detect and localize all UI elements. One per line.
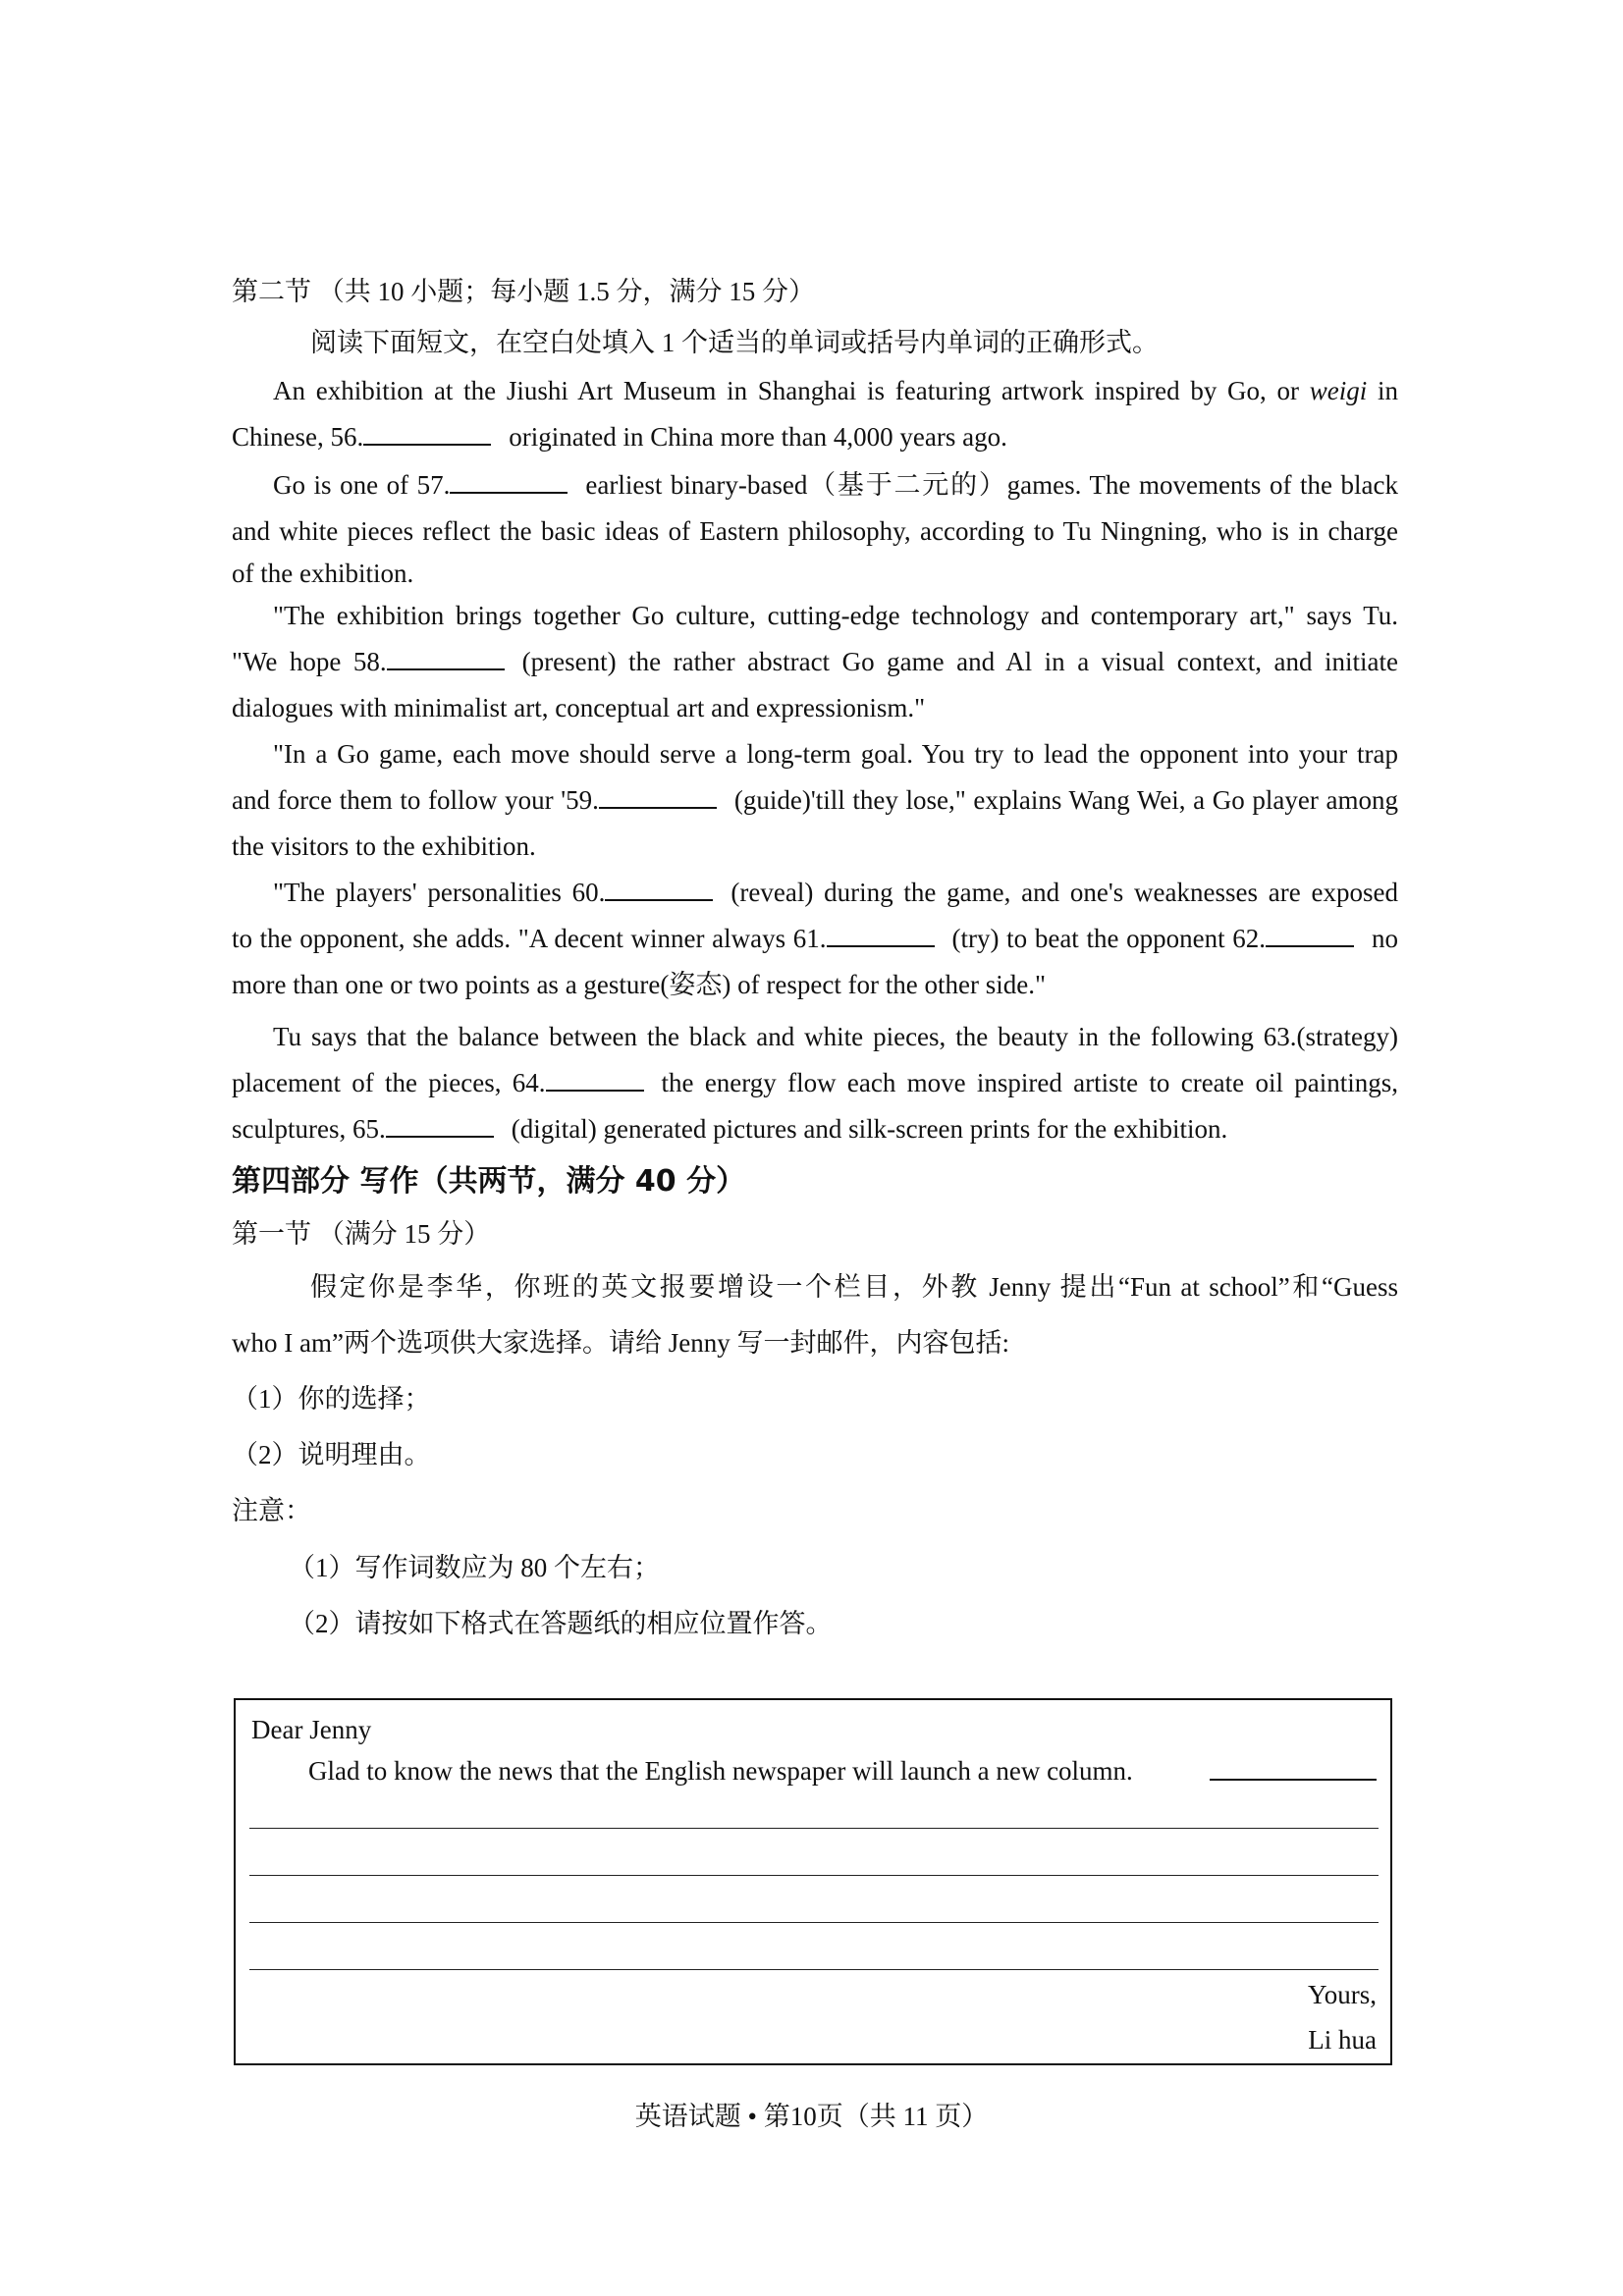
passage-line: more than one or two points as a gesture(姿态) of respect for the other side." xyxy=(232,970,1047,999)
passage-line: sculptures, 65. (digital) generated pictures and silk-screen prints for the exhibition. xyxy=(232,1114,1228,1144)
writing-line[interactable] xyxy=(1210,1779,1377,1781)
passage-line: "We hope 58. (present) the rather abstract Go game and Al in a visual context, and initiate xyxy=(232,647,1398,676)
blank-57[interactable] xyxy=(450,468,568,494)
exam-page xyxy=(232,267,1398,1651)
blank-60[interactable] xyxy=(605,876,713,901)
passage-line: and white pieces reflect the basic ideas of Eastern philosophy, according to Tu Ningning, who is in charge xyxy=(232,516,1398,546)
writing-prompt: who I am”两个选项供大家选择。请给 Jenny 写一封邮件，内容包括: xyxy=(232,1328,1009,1358)
part4-section1-title: 第一节 （满分 15 分） xyxy=(232,1219,491,1249)
passage-line: "The players' personalities 60. (reveal) during the game, and one's weaknesses are exposed xyxy=(273,878,1398,907)
passage-line: Tu says that the balance between the black and white pieces, the beauty in the following 63.(strategy) xyxy=(273,1022,1398,1051)
passage-line: of the exhibition. xyxy=(232,559,414,588)
page-footer: 英语试题 • 第10页（共 11 页） xyxy=(634,2102,989,2131)
passage-line: Go is one of 57. earliest binary-based（基于二元的）games. The movements of the black xyxy=(273,470,1399,500)
blank-59[interactable] xyxy=(599,783,717,809)
blank-62[interactable] xyxy=(1266,922,1354,947)
letter-opening: Glad to know the news that the English newspaper will launch a new column. xyxy=(308,1756,1133,1786)
blank-61[interactable] xyxy=(827,922,935,947)
passage-line: "In a Go game, each move should serve a long-term goal. You try to lead the opponent into your trap xyxy=(273,739,1398,769)
blank-56[interactable] xyxy=(363,420,491,446)
writing-line[interactable] xyxy=(249,1969,1379,1970)
writing-line[interactable] xyxy=(249,1922,1379,1923)
passage-line: placement of the pieces, 64. the energy flow each move inspired artiste to create oil paintings, xyxy=(232,1068,1398,1097)
note-label: 注意： xyxy=(232,1496,311,1525)
letter-closing: Yours, xyxy=(1307,1980,1377,2009)
blank-64[interactable] xyxy=(546,1066,644,1092)
passage-line: An exhibition at the Jiushi Art Museum in Shanghai is featuring artwork inspired by Go, or weigi in xyxy=(273,376,1398,405)
letter-greeting: Dear Jenny xyxy=(251,1715,372,1744)
writing-prompt: 假定你是李华，你班的英文报要增设一个栏目，外教 Jenny 提出“Fun at school”和“Guess xyxy=(310,1272,1398,1302)
section2-instruction: 阅读下面短文，在空白处填入 1 个适当的单词或括号内单词的正确形式。 xyxy=(310,328,1159,357)
passage-line: dialogues with minimalist art, conceptual art and expressionism." xyxy=(232,693,926,722)
prompt-item: （1）你的选择； xyxy=(232,1384,431,1414)
letter-signature: Li hua xyxy=(1308,2025,1377,2055)
passage-line: the visitors to the exhibition. xyxy=(232,831,536,861)
prompt-item: （2）说明理由。 xyxy=(232,1440,431,1469)
blank-58[interactable] xyxy=(387,645,505,670)
part4-title: 第四部分 写作（共两节，满分 40 分） xyxy=(232,1164,746,1199)
section2-title: 第二节 （共 10 小题；每小题 1.5 分，满分 15 分） xyxy=(232,277,815,306)
writing-line[interactable] xyxy=(249,1828,1379,1829)
note-item: （2）请按如下格式在答题纸的相应位置作答。 xyxy=(289,1609,833,1638)
writing-line[interactable] xyxy=(249,1875,1379,1876)
passage-line: "The exhibition brings together Go culture, cutting-edge technology and contemporary art," says Tu. xyxy=(273,601,1398,630)
passage-line: Chinese, 56. originated in China more than 4,000 years ago. xyxy=(232,422,1007,452)
blank-65[interactable] xyxy=(386,1112,494,1138)
note-item: （1）写作词数应为 80 个左右； xyxy=(289,1553,660,1582)
passage-line: to the opponent, she adds. "A decent winner always 61. (try) to beat the opponent 62. no xyxy=(232,924,1398,953)
letter-answer-box xyxy=(234,1698,1392,2065)
passage-line: and force them to follow your '59. (guide)'till they lose," explains Wang Wei, a Go player among xyxy=(232,785,1398,815)
